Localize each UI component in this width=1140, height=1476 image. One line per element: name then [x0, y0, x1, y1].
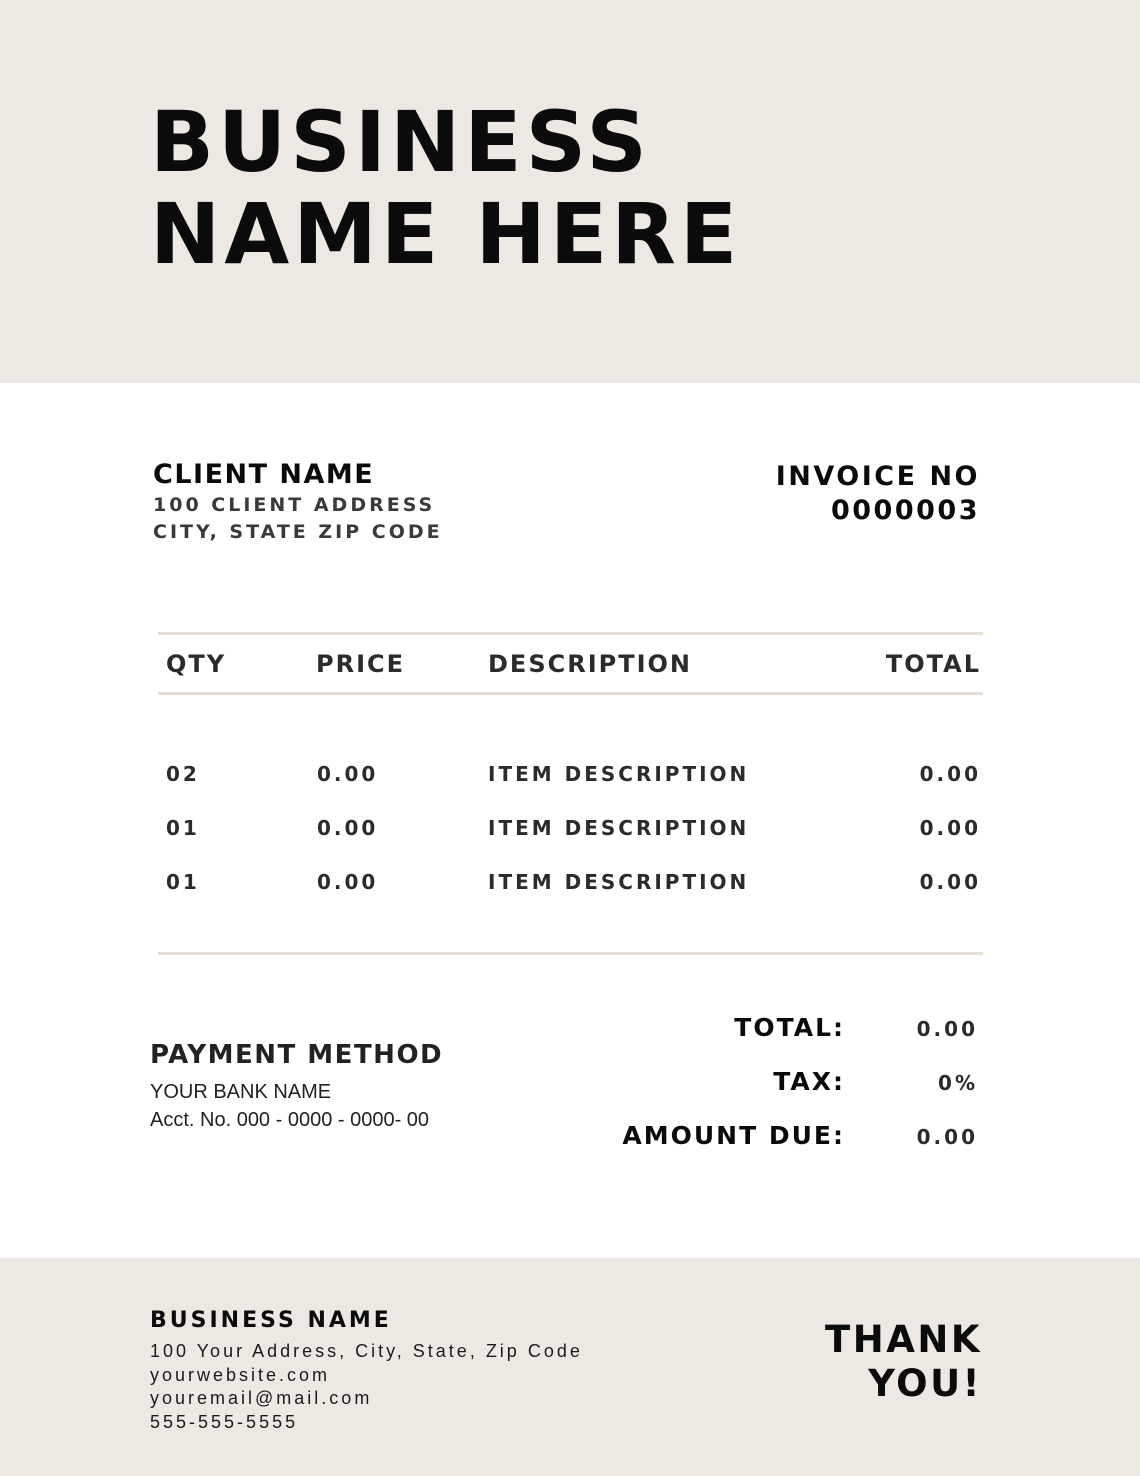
- row-total: 0.00: [919, 816, 981, 840]
- row-price: 0.00: [317, 870, 379, 894]
- client-city-state-zip: CITY, STATE ZIP CODE: [153, 521, 443, 543]
- row-description: ITEM DESCRIPTION: [488, 762, 750, 786]
- row-description: ITEM DESCRIPTION: [488, 870, 750, 894]
- totals-row-total: [600, 1012, 980, 1066]
- invoice-label: INVOICE NO: [775, 461, 980, 492]
- row-qty: 01: [166, 816, 200, 840]
- column-header-price: PRICE: [316, 650, 406, 678]
- amount-due-value: 0.00: [916, 1125, 978, 1149]
- table-row: [0, 759, 1140, 813]
- business-name-title: [150, 93, 742, 283]
- client-name: CLIENT NAME: [153, 459, 375, 490]
- thank-you-line2: YOU!: [868, 1362, 982, 1405]
- row-description: ITEM DESCRIPTION: [488, 816, 750, 840]
- thank-you-message: [825, 1318, 982, 1406]
- invoice-number: 0000003: [830, 495, 980, 526]
- table-rule-bottom: [158, 952, 983, 955]
- row-qty: 02: [166, 762, 200, 786]
- footer-contact-block: [150, 1306, 583, 1434]
- footer-phone: 555-555-5555: [150, 1411, 299, 1432]
- client-address: 100 CLIENT ADDRESS: [153, 494, 436, 516]
- tax-value: 0%: [938, 1071, 978, 1095]
- footer-business-name: BUSINESS NAME: [150, 1308, 392, 1333]
- account-number: Acct. No. 000 - 0000 - 0000- 00: [150, 1109, 430, 1131]
- business-name-line1: BUSINESS: [150, 93, 651, 191]
- totals-row-amount-due: [600, 1120, 980, 1174]
- total-value: 0.00: [916, 1017, 978, 1041]
- column-header-description: DESCRIPTION: [488, 650, 693, 678]
- amount-due-label: AMOUNT DUE:: [622, 1121, 845, 1150]
- row-price: 0.00: [317, 762, 379, 786]
- footer-email: youremail@mail.com: [150, 1388, 373, 1408]
- thank-you-line1: THANK: [825, 1318, 982, 1361]
- total-label: TOTAL:: [734, 1013, 845, 1042]
- totals-block: [600, 1012, 980, 1174]
- line-items: [0, 759, 1140, 921]
- invoice-block: [776, 460, 980, 528]
- client-block: [153, 458, 443, 546]
- row-qty: 01: [166, 870, 200, 894]
- table-row: [0, 813, 1140, 867]
- footer-website: yourwebsite.com: [150, 1364, 331, 1385]
- business-name-line2: NAME HERE: [150, 185, 742, 283]
- row-price: 0.00: [317, 816, 379, 840]
- column-header-total: TOTAL: [885, 650, 981, 678]
- table-row: [0, 867, 1140, 921]
- table-rule-top: [158, 632, 983, 635]
- column-header-qty: QTY: [166, 650, 227, 678]
- bank-name: YOUR BANK NAME: [150, 1081, 332, 1103]
- table-rule-header: [158, 692, 983, 695]
- payment-method-title: PAYMENT METHOD: [150, 1040, 444, 1070]
- row-total: 0.00: [919, 762, 981, 786]
- totals-row-tax: [600, 1066, 980, 1120]
- row-total: 0.00: [919, 870, 981, 894]
- payment-method-block: [150, 1038, 443, 1134]
- tax-label: TAX:: [773, 1067, 845, 1096]
- footer-address: 100 Your Address, City, State, Zip Code: [150, 1341, 583, 1361]
